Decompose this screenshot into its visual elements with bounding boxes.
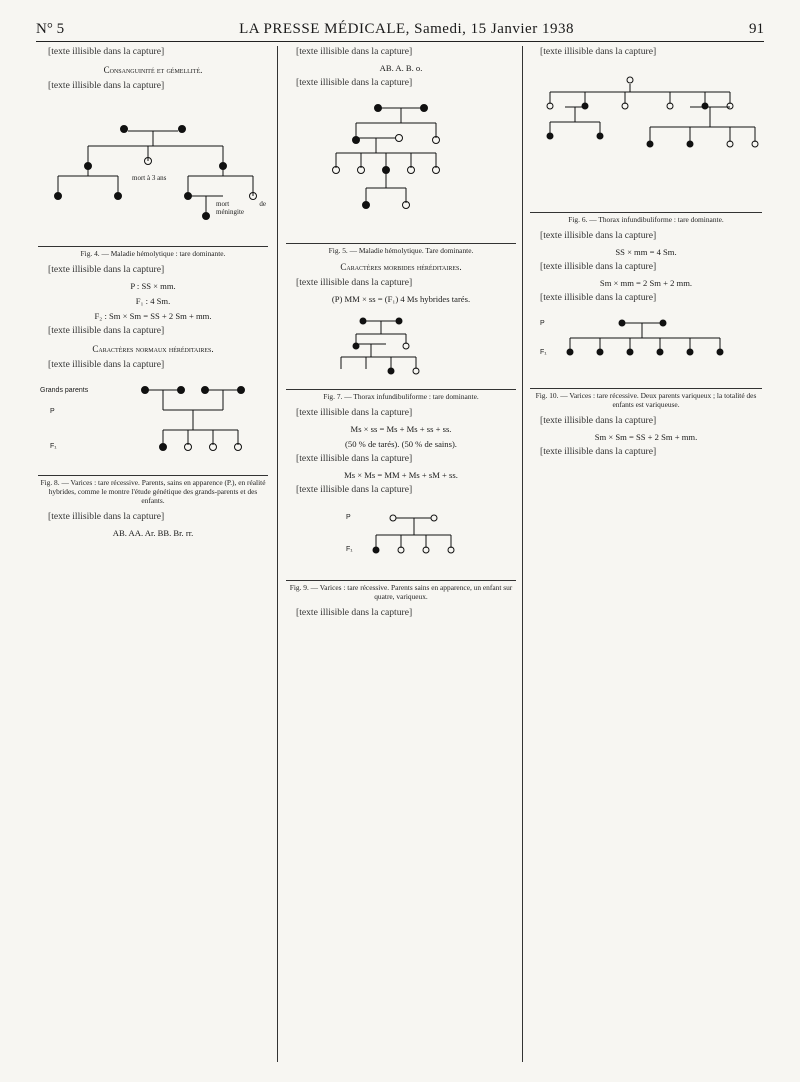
equation: Ms × ss = Ms + Ms + ss + ss. (350, 424, 452, 434)
column-1 (38, 46, 268, 1062)
equation: (P) MM × ss = (F₁) 4 Ms hybrides tarés. (331, 294, 471, 304)
body-paragraph: [texte illisible dans la capture] (540, 46, 657, 57)
body-paragraph: [texte illisible dans la capture] (540, 230, 657, 241)
figure-10-caption: Fig. 10. — Varices : tare récessive. Deux parents variqueux ; la totalité des enfants est variqueuse. (535, 391, 757, 409)
figure-8-label-p: P (50, 408, 55, 415)
equation: SS × mm = 4 Sm. (615, 247, 677, 257)
column-divider (522, 46, 523, 1062)
figure-9-label-f: F₁ (346, 546, 353, 553)
genotype-list: AB. AA. Ar. BB. Br. rr. (112, 528, 194, 538)
figure-8 (38, 375, 268, 476)
body-paragraph: [texte illisible dans la capture] (296, 277, 413, 288)
figure-8-label-f: F₁ (50, 443, 57, 450)
body-paragraph: [texte illisible dans la capture] (48, 325, 165, 336)
phenotype-list: AB. A. B. o. (379, 63, 423, 73)
body-paragraph: [texte illisible dans la capture] (48, 80, 165, 91)
figure-10 (530, 308, 762, 389)
pedigree-figure-4 (38, 96, 268, 246)
body-paragraph: [texte illisible dans la capture] (48, 46, 165, 57)
body-paragraph: [texte illisible dans la capture] (48, 359, 165, 370)
body-paragraph: [texte illisible dans la capture] (540, 446, 657, 457)
figure-9-caption: Fig. 9. — Varices : tare récessive. Parents sains en apparence, un enfant sur quatre, variqueux. (289, 583, 513, 601)
pedigree-figure-5 (286, 93, 516, 243)
body-paragraph: [texte illisible dans la capture] (296, 484, 413, 495)
figure-5 (286, 93, 516, 244)
equation: F₂ : Sm × Sm = SS + 2 Sm + mm. (94, 311, 212, 321)
equation: (50 % de tarés). (50 % de sains). (345, 439, 457, 449)
page-header (36, 14, 764, 42)
body-paragraph: [texte illisible dans la capture] (540, 292, 657, 303)
figure-10-label-p: P (540, 320, 545, 327)
body-paragraph: [texte illisible dans la capture] (296, 607, 413, 618)
column-2 (286, 46, 516, 1062)
body-paragraph: [texte illisible dans la capture] (296, 46, 413, 57)
figure-6 (530, 62, 762, 213)
figure-8-label-grandparents: Grands parents (40, 387, 89, 394)
equation: Sm × Sm = SS + 2 Sm + mm. (594, 432, 698, 442)
body-paragraph: [texte illisible dans la capture] (48, 264, 165, 275)
equation: Sm × mm = 2 Sm + 2 mm. (599, 278, 693, 288)
body-paragraph: [texte illisible dans la capture] (540, 261, 657, 272)
figure-4-label-a: mort à 3 ans (132, 174, 167, 182)
column-divider (277, 46, 278, 1062)
figure-8-caption: Fig. 8. — Varices : tare récessive. Parents, sains en apparence (P.), en réalité hybrides, comme le montre l'étude génétique des grands-parents et des enfants. (40, 478, 266, 505)
body-paragraph: [texte illisible dans la capture] (540, 415, 657, 426)
body-paragraph: [texte illisible dans la capture] (296, 77, 413, 88)
section-heading: Caractères normaux héréditaires. (92, 344, 214, 354)
figure-9 (286, 500, 516, 581)
equation: F₁ : 4 Sm. (135, 296, 171, 306)
figure-4-label-b: mort de méningite (216, 200, 266, 216)
equation: Ms × Ms = MM + Ms + sM + ss. (344, 470, 458, 480)
section-heading: Consanguinité et gémellité. (103, 65, 203, 75)
figure-10-label-f: F₁ (540, 349, 547, 356)
figure-4 (38, 96, 268, 247)
figure-7 (286, 309, 516, 390)
pedigree-figure-6 (530, 62, 762, 212)
journal-title: LA PRESSE MÉDICALE, Samedi, 15 Janvier 1938 (239, 21, 574, 37)
figure-4-caption: Fig. 4. — Maladie hémolytique : tare dominante. (80, 249, 226, 258)
page-number-right: 91 (748, 21, 764, 37)
body-paragraph: [texte illisible dans la capture] (296, 453, 413, 464)
body-paragraph: [texte illisible dans la capture] (48, 511, 165, 522)
body-paragraph: [texte illisible dans la capture] (296, 407, 413, 418)
pedigree-figure-9 (286, 500, 516, 580)
section-heading: Caractères morbides héréditaires. (340, 262, 462, 272)
page-number-left: N° 5 (36, 21, 65, 37)
pedigree-figure-10 (530, 308, 762, 388)
figure-6-caption: Fig. 6. — Thorax infundibuliforme : tare dominante. (568, 215, 724, 224)
column-3 (530, 46, 762, 1062)
figure-5-caption: Fig. 5. — Maladie hémolytique. Tare dominante. (328, 246, 474, 255)
figure-7-caption: Fig. 7. — Thorax infundibuliforme : tare dominante. (323, 392, 479, 401)
equation: P : SS × mm. (130, 281, 176, 291)
figure-9-label-p: P (346, 514, 351, 521)
pedigree-figure-7 (286, 309, 516, 389)
